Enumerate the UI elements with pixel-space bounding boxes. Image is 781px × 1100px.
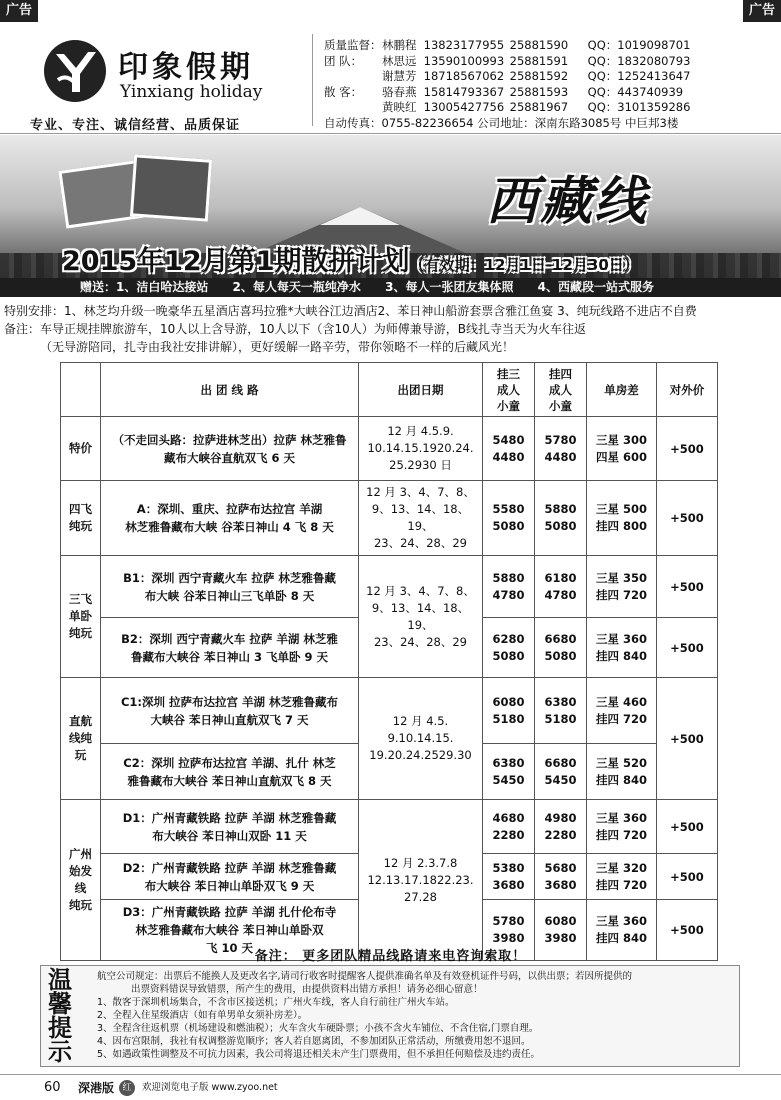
- gift-bar: [0, 278, 781, 297]
- row-ext: +500: [657, 854, 718, 900]
- row-ext: +500: [657, 556, 718, 618]
- row-price4: 6680 5080: [535, 618, 587, 678]
- route-text: （不走回头路：拉萨进林芝出）拉萨 林芝雅鲁藏布大峡谷直航双飞 6 天: [112, 432, 347, 465]
- tips-title-char: 温: [48, 965, 72, 994]
- row-category: 广州 始发 线 纯玩: [61, 800, 101, 961]
- row-price3: 6280 5080: [483, 618, 535, 678]
- header-date: 出团日期: [359, 363, 483, 417]
- contact-tel: 25881593: [509, 84, 569, 99]
- contact-qq: QQ：1832080793: [587, 53, 691, 68]
- row-dates: 12 月 3、4、7、8、 9、13、14、18、19、 23、24、28、29: [359, 556, 483, 678]
- route-text: B2：深圳 西宁青藏火车 拉萨 羊湖 林芝雅 鲁藏布大峡谷 苯日神山 3 飞单卧 9 天: [121, 631, 338, 664]
- tip-item: 航空公司规定：出票后不能换人及更改名字,请司行收客时提醒客人提供准确名单及有效登机证件号码，以供出票；若因所提供的: [97, 971, 633, 982]
- row-route: [101, 678, 359, 744]
- row-price3: 5380 3680: [483, 854, 535, 900]
- row-route: [101, 481, 359, 556]
- row-category: 特价: [61, 417, 101, 481]
- website-link[interactable]: 欢迎浏览电子版 www.zyoo.net: [142, 1082, 278, 1093]
- row-single: 三星 500 挂四 800: [587, 481, 657, 556]
- row-price3: 5880 4780: [483, 556, 535, 618]
- note-special-arrangement: 特别安排：1、林芝均升级一晚豪华五星酒店喜玛拉雅*大峡谷江边酒店2、苯日神山船游套票含雅江鱼宴 3、纯玩线路不进店不自费: [4, 304, 697, 318]
- note-remark: 备注：车导正规挂牌旅游车，10人以上含导游，10人以下（含10人）为师傅兼导游，B线扎寺当天为火车往返: [4, 322, 587, 336]
- tip-item: 2、全程入住星级酒店（如有单男单女须补房差）。: [97, 1010, 308, 1021]
- row-route: [101, 618, 359, 678]
- row-price3: 6380 5450: [483, 744, 535, 800]
- row-single: 三星 350 挂四 720: [587, 556, 657, 618]
- row-route: [101, 800, 359, 854]
- contact-name: 黄映红: [382, 100, 417, 115]
- contact-qq: QQ：3101359286: [587, 100, 691, 115]
- brand-name-en: Yinxiang holiday: [120, 82, 263, 102]
- contact-qq: QQ：1019098701: [587, 38, 691, 52]
- header-divider: [312, 34, 313, 126]
- header-cat: [61, 363, 101, 417]
- contact-mobile: 13590100993: [423, 53, 505, 68]
- row-ext: +500: [657, 618, 718, 678]
- snow-peak-image: [320, 207, 400, 225]
- gift-item: 赠送：1、洁白哈达接站: [80, 280, 209, 294]
- row-route: [101, 854, 359, 900]
- contact-row: [324, 85, 690, 101]
- row-price3: 6080 5180: [483, 678, 535, 744]
- route-text: C1:深圳 拉萨布达拉宫 羊湖 林芝雅鲁藏布 大峡谷 苯日神山直航双飞 7 天: [120, 694, 339, 727]
- table-header-row: [61, 363, 718, 417]
- row-ext: +500: [657, 481, 718, 556]
- route-text: D1：广州青藏铁路 拉萨 羊湖 林芝雅鲁藏 布大峡谷 苯日神山双卧 11 天: [122, 810, 337, 843]
- row-price4: 5880 5080: [535, 481, 587, 556]
- header-route: 出 团 线 路: [101, 363, 359, 417]
- gift-item: 3、每人一张团友集体照: [385, 280, 514, 294]
- gift-item: 2、每人每天一瓶纯净水: [232, 280, 361, 294]
- table-row: [61, 556, 718, 618]
- row-price4: 5780 4480: [535, 417, 587, 481]
- row-price3: 5780 3980: [483, 900, 535, 961]
- row-price4: 5680 3680: [535, 854, 587, 900]
- row-dates: 12 月 2.3.7.8 12.13.17.1822.23. 27.28: [359, 800, 483, 961]
- row-category: 三飞 单卧 纯玩: [61, 556, 101, 678]
- header-ext: 对外价: [657, 363, 718, 417]
- warm-tips-title: [41, 966, 79, 1066]
- contact-tel: 25881590: [509, 38, 569, 52]
- contact-tel: 25881591: [509, 53, 569, 68]
- table-row: [61, 678, 718, 744]
- contact-tel: 25881592: [509, 69, 569, 84]
- ad-label-right: 广告: [743, 0, 781, 22]
- contact-mobile: 13823177955: [423, 38, 505, 52]
- contact-role: 散 客：: [324, 84, 363, 99]
- page-footer: [0, 1074, 781, 1100]
- route-text: A：深圳、重庆、拉萨布达拉宫 羊湖 林芝雅鲁藏布大峡 谷苯日神山 4 飞 8 天: [125, 502, 334, 534]
- plan-title-text: 2015年12月第1期散拼计划: [62, 246, 410, 277]
- contact-name: 林鹏程: [382, 38, 417, 52]
- contact-row: [324, 69, 690, 85]
- top-ad-bar: [0, 0, 781, 22]
- brand-slogan: 专业、专注、诚信经营、品质保证: [30, 118, 241, 133]
- row-single: 三星 360 挂四 720: [587, 800, 657, 854]
- contact-mobile: 18718567062: [423, 69, 505, 84]
- destination-title: 西藏线: [486, 171, 649, 232]
- route-text: B1：深圳 西宁青藏火车 拉萨 林芝雅鲁藏 布大峡 谷苯日神山三飞单卧 8 天: [123, 570, 336, 603]
- plan-title: [62, 239, 639, 278]
- row-single: 三星 360 挂四 840: [587, 900, 657, 961]
- contact-row: [324, 38, 690, 54]
- row-dates: 12 月 4.5.9. 10.14.15.1920.24. 25.2930 日: [359, 417, 483, 481]
- route-text: D3：广州青藏铁路 拉萨 羊湖 扎什伦布寺 林芝雅鲁藏布大峡谷 苯日神山单卧双 飞 10 天: [122, 905, 337, 955]
- contact-name: 林思远: [382, 53, 417, 68]
- row-price4: 6080 3980: [535, 900, 587, 961]
- header: [0, 22, 781, 134]
- fax-address-line: 自动传真：0755-82236654 公司地址：深南东路3085号 中巨邦3楼: [324, 115, 679, 130]
- brand-logo-icon: [44, 40, 106, 102]
- table-row: [61, 417, 718, 481]
- row-price4: 6180 4780: [535, 556, 587, 618]
- row-category: 四飞 纯玩: [61, 481, 101, 556]
- row-price4: 6680 5450: [535, 744, 587, 800]
- warm-tips-box: [40, 965, 740, 1067]
- table-row: [61, 481, 718, 556]
- page-number: 60: [44, 1080, 61, 1095]
- row-single: 三星 360 挂四 840: [587, 618, 657, 678]
- contact-mobile: 15814793367: [423, 84, 505, 99]
- warm-tips-list: [97, 970, 737, 1061]
- gift-item: 4、西藏段一站式服务: [537, 280, 654, 294]
- contact-row: [324, 54, 690, 70]
- tip-item: 1、散客于深圳机场集合，不含市区接送机；广州火车线，客人自行前往广州火车站。: [97, 997, 455, 1008]
- row-ext: +500: [657, 900, 718, 961]
- tibet-banner: [0, 135, 781, 297]
- table-row: [61, 800, 718, 854]
- header-price3: 挂三 成人 小童: [483, 363, 535, 417]
- contact-role: 质量监督：: [324, 38, 382, 52]
- row-ext: +500: [657, 800, 718, 854]
- row-single: 三星 460 挂四 720: [587, 678, 657, 744]
- tips-title-char: 示: [48, 1037, 72, 1066]
- remark-line: 备注： 更多团队精品线路请来电咨询索取！: [254, 949, 527, 964]
- row-ext: +500: [657, 678, 718, 800]
- header-single: 单房差: [587, 363, 657, 417]
- tips-title-char: 提: [48, 1013, 72, 1042]
- tip-item: 3、全程含往返机票（机场建设和燃油税）；火车含火车硬卧票；小孩不含火车铺位、不含住宿,门票自理。: [97, 1023, 539, 1034]
- row-category: 直航 线纯 玩: [61, 678, 101, 800]
- contact-role: 团 队：: [324, 53, 363, 68]
- tips-title-char: 馨: [48, 989, 72, 1018]
- row-single: 三星 300 四星 600: [587, 417, 657, 481]
- row-single: 三星 520 挂四 840: [587, 744, 657, 800]
- contact-name: 谢慧芳: [382, 69, 417, 84]
- row-single: 三星 320 挂四 720: [587, 854, 657, 900]
- row-price3: 4680 2280: [483, 800, 535, 854]
- potala-photo: [130, 154, 212, 221]
- contact-row: [324, 100, 690, 116]
- row-price3: 5480 4480: [483, 417, 535, 481]
- row-dates: 12 月 4.5. 9.10.14.15. 19.20.24.2529.30: [359, 678, 483, 800]
- contact-name: 骆春燕: [382, 84, 417, 99]
- row-price4: 6380 5180: [535, 678, 587, 744]
- row-route: [101, 744, 359, 800]
- row-ext: +500: [657, 417, 718, 481]
- contact-mobile: 13005427756: [423, 100, 505, 115]
- contact-list: [324, 38, 690, 132]
- row-route: [101, 417, 359, 481]
- special-notes: [4, 302, 777, 356]
- contact-tel: 25881967: [509, 100, 569, 115]
- row-price3: 5580 5080: [483, 481, 535, 556]
- tip-item: 出票资料错误导致错票，所产生的费用，由提供资料出错方承担！请务必细心留意！: [131, 984, 483, 995]
- note-remark-cont: （无导游陪同，扎寺由我社安排讲解），更好缓解一路辛劳，带你领略不一样的后藏风光！: [40, 340, 515, 354]
- route-text: C2：深圳 拉萨布达拉宫 羊湖、扎什 林芝 雅鲁藏布大峡谷 苯日神山直航双飞 8 天: [123, 755, 336, 788]
- contact-qq: QQ：443740939: [587, 84, 684, 99]
- row-dates: 12 月 3、4、7、8、 9、13、14、18、19、 23、24、28、29: [359, 481, 483, 556]
- row-price4: 4980 2280: [535, 800, 587, 854]
- route-price-table: [60, 362, 718, 961]
- route-text: D2：广州青藏铁路 拉萨 羊湖 林芝雅鲁藏 布大峡谷 苯日神山单卧双飞 9 天: [122, 860, 337, 893]
- ad-label-left: 广告: [0, 0, 38, 22]
- edition-badge-icon: 红: [119, 1080, 135, 1096]
- brand-name-cn: 印象假期: [118, 50, 254, 85]
- tip-item: 5、如遇政策性调整及不可抗力因素，我公司将退还相关未产生门票费用，但不承担任何赔偿及违约责任。: [97, 1049, 541, 1060]
- tip-item: 4、因布宫限制，我社有权调整游览顺序；客人若自愿离团，不参加团队正常活动，所缴费用恕不退回。: [97, 1036, 531, 1047]
- contact-qq: QQ：1252413647: [587, 69, 691, 84]
- row-route: [101, 556, 359, 618]
- plan-validity: （有效期：12月1日-12月30日）: [409, 256, 639, 274]
- edition-label: 深港版: [78, 1081, 115, 1095]
- header-price4: 挂四 成人 小童: [535, 363, 587, 417]
